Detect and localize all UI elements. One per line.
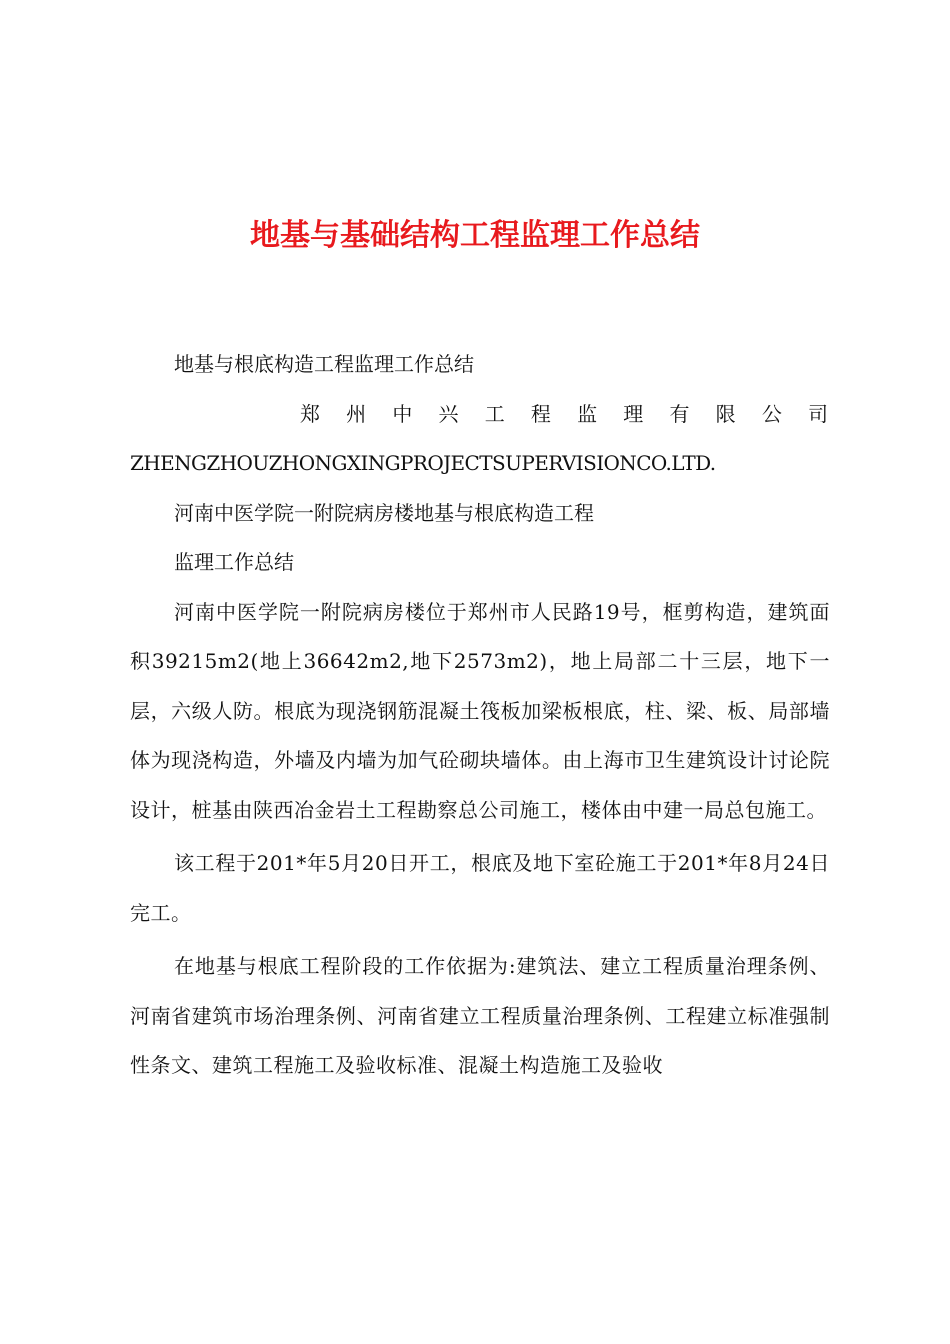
paragraph-basis: 在地基与根底工程阶段的工作依据为:建筑法、建立工程质量治理条例、河南省建筑市场治理条例、河南省建立工程质量治理条例、工程建立标准强制性条文、建筑工程施工及验收标准、混凝土构造施工及验收 <box>130 954 830 1077</box>
project-summary-label: 监理工作总结 <box>174 550 294 574</box>
subtitle-line: 地基与根底构造工程监理工作总结 <box>174 352 474 376</box>
document-title: 地基与基础结构工程监理工作总结 <box>250 218 700 253</box>
project-name-line: 河南中医学院一附院病房楼地基与根底构造工程 <box>174 500 594 525</box>
company-name-cn: 郑州中兴工程监理有限公司 <box>300 401 830 426</box>
paragraph-schedule: 该工程于201*年5月20日开工，根底及地下室砼施工于201*年8月24日完工。 <box>130 851 830 925</box>
company-name-en: ZHENGZHOUZHONGXINGPROJECTSUPERVISIONCO.LTD. <box>130 451 716 475</box>
paragraph-overview: 河南中医学院一附院病房楼位于郑州市人民路19号，框剪构造，建筑面积39215m2(地上36642m2,地下2573m2)，地上局部二十三层，地下一层，六级人防。根底为现浇钢筋混凝土筏板加梁板根底，柱、梁、板、局部墙体为现浇构造，外墙及内墙为加气砼砌块墙体。由上海市卫生建筑设计讨论院设计，桩基由陕西冶金岩土工程勘察总公司施工，楼体由中建一局总包施工。 <box>130 599 830 822</box>
document-body <box>130 340 830 1091</box>
